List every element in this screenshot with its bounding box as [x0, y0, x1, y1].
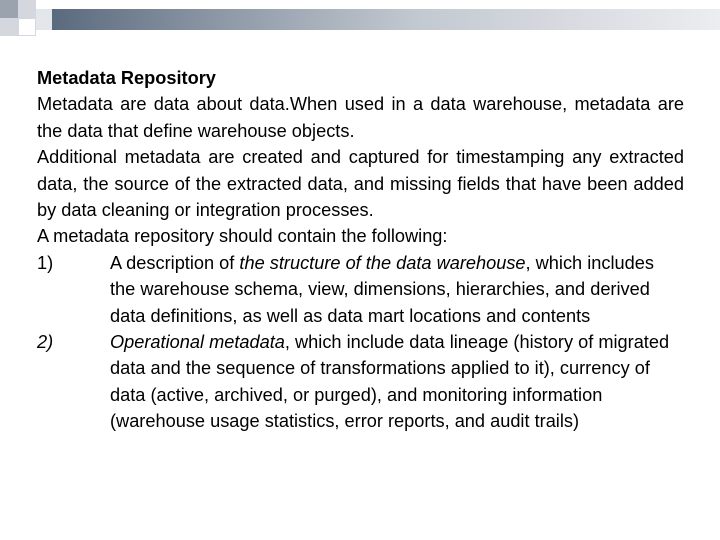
list-item-emphasis: the structure of the data warehouse [239, 252, 526, 273]
list-item-emphasis: Operational metadata [110, 332, 285, 353]
deco-square [36, 9, 52, 30]
list-number: 1) [37, 252, 54, 273]
deco-square [0, 18, 18, 36]
header-gradient-bar [52, 9, 720, 30]
slide-body [37, 65, 684, 435]
deco-square [18, 0, 36, 18]
list-item-rest: , which include data lineage (history of migrated data and the sequence of transformations applied to it), currency of data (active, archived, or purged), and monitoring information (warehouse usage statistics, error reports, and audit trails) [110, 332, 670, 432]
slide-title: Metadata Repository [37, 68, 216, 88]
list-item-prefix: A description of [110, 252, 240, 273]
deco-square [36, 0, 52, 9]
paragraph-additional: Additional metadata are created and captured for timestamping any extracted data, the source of the extracted data, and missing fields that have been added by data cleaning or integration processes. [37, 147, 684, 221]
deco-square [0, 0, 18, 18]
list-number: 2) [37, 332, 54, 353]
list-item-rest: , which includes the warehouse schema, view, dimensions, hierarchies, and derived data definitions, as well as data mart locations and contents [110, 252, 654, 326]
slide-header-decoration [0, 0, 720, 52]
list-item [37, 250, 684, 329]
list-item-text [110, 253, 654, 326]
deco-square [18, 18, 36, 36]
paragraph-definition: Metadata are data about data.When used in a data warehouse, metadata are the data that define warehouse objects. [37, 94, 684, 141]
paragraph-intro-list: A metadata repository should contain the following: [37, 226, 448, 247]
list-item-text [110, 332, 669, 431]
list-item [37, 329, 684, 435]
